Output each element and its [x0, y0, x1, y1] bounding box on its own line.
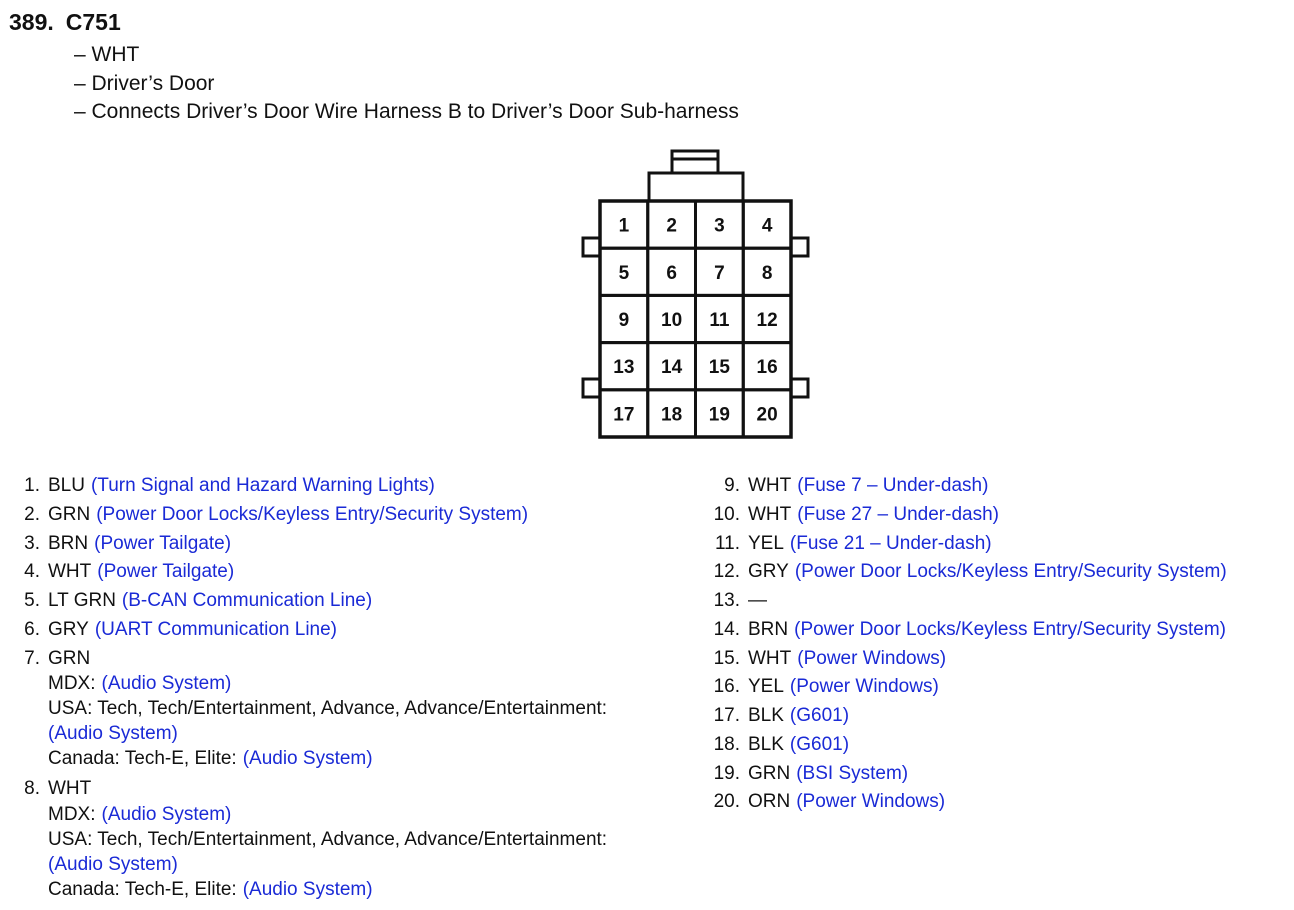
pin-number-label: 20 [756, 404, 778, 426]
wire-color: GRY [48, 618, 89, 640]
variant-label: MDX: [48, 673, 96, 695]
circuit-link[interactable]: (Power Windows) [789, 676, 939, 698]
circuit-link[interactable]: (Power Door Locks/Keyless Entry/Security System) [794, 561, 1227, 583]
pin-number-label: 11 [709, 310, 730, 331]
wire-color: YEL [748, 676, 784, 698]
pin-number: 4. [24, 561, 40, 583]
wire-color: WHT [748, 503, 792, 525]
wire-color: BRN [48, 532, 89, 554]
circuit-link[interactable]: (Audio System) [48, 854, 178, 875]
pin-entry [708, 587, 1288, 616]
circuit-link[interactable]: (Turn Signal and Hazard Warning Lights) [90, 475, 435, 496]
section-number: 389. [9, 9, 54, 35]
circuit-link[interactable]: (Fuse 27 – Under-dash) [797, 503, 999, 525]
pin-number-label: 17 [613, 404, 635, 426]
pin-variant [48, 721, 688, 746]
pin-number: 7. [24, 647, 40, 669]
pin-number: 5. [24, 590, 40, 611]
circuit-link[interactable]: (Audio System) [48, 723, 178, 745]
circuit-link[interactable]: (Power Windows) [796, 791, 946, 813]
pin-number-label: 10 [661, 310, 683, 331]
pin-number-label: 13 [613, 357, 635, 379]
pin-variant-list [18, 802, 688, 902]
pin-number: 8. [24, 778, 40, 800]
circuit-link[interactable]: (G601) [789, 705, 850, 726]
connector-color: – WHT [74, 43, 140, 66]
pin-entry [18, 775, 688, 804]
pin-number-label: 19 [708, 404, 730, 426]
circuit-link[interactable]: (Audio System) [242, 879, 373, 900]
pin-entry [708, 530, 1288, 559]
pin-variant [48, 852, 688, 877]
wire-color: WHT [748, 647, 792, 669]
variant-label: USA: Tech, Tech/Entertainment, Advance, Advance/Entertainment: [48, 829, 608, 850]
pin-entry [18, 472, 688, 501]
pin-entry [18, 530, 688, 559]
pin-number-label: 8 [761, 262, 773, 284]
connector-id: C751 [65, 9, 121, 35]
circuit-link[interactable]: (Power Windows) [797, 647, 947, 669]
pin-number: 15. [713, 647, 740, 669]
pin-number-label: 14 [661, 357, 683, 379]
circuit-link[interactable]: (Audio System) [242, 748, 373, 770]
connector-heading [9, 7, 121, 37]
pin-number: 18. [713, 733, 740, 755]
pin-number-label: 1 [618, 215, 630, 237]
connector-location: – Driver’s Door [74, 71, 215, 95]
wire-color: BLK [748, 705, 784, 726]
pin-entry [708, 558, 1288, 587]
pin-entry [18, 616, 688, 645]
pin-number-label: 3 [714, 215, 725, 237]
wire-color: BLU [48, 475, 85, 496]
pin-number-label: 2 [666, 215, 677, 237]
wire-color: BLK [748, 733, 784, 755]
wire-color: — [748, 590, 767, 611]
pin-entry [18, 501, 688, 530]
pin-number-label: 7 [714, 262, 725, 284]
wire-color: GRY [748, 561, 789, 583]
pin-number: 12. [713, 561, 740, 583]
pin-variant [48, 827, 688, 852]
pin-entry [18, 587, 688, 616]
pin-number-label: 12 [756, 310, 778, 331]
pin-number-label: 5 [618, 262, 630, 284]
pin-number: 11. [714, 532, 740, 554]
connector-face-diagram [575, 144, 815, 444]
pin-entry [18, 645, 688, 674]
pin-number-label: 18 [661, 404, 683, 426]
circuit-link[interactable]: (UART Communication Line) [94, 618, 338, 640]
circuit-link[interactable]: (Power Tailgate) [94, 532, 232, 554]
pin-variant [48, 671, 688, 696]
wire-color: GRN [748, 762, 791, 784]
wire-color: BRN [748, 618, 789, 640]
pin-entry [708, 472, 1288, 501]
pin-variant-list [18, 671, 688, 771]
circuit-link[interactable]: (BSI System) [796, 762, 909, 784]
pin-list-right [708, 472, 1288, 817]
wire-color: WHT [48, 561, 92, 583]
wire-color: ORN [748, 791, 791, 813]
pin-entry [708, 702, 1288, 731]
pin-entry [708, 645, 1288, 674]
pin-variant [48, 877, 688, 902]
pin-number-label: 6 [666, 262, 677, 284]
pin-number: 17. [713, 705, 740, 726]
pin-variant [48, 696, 688, 721]
circuit-link[interactable]: (Power Tailgate) [97, 561, 235, 583]
pin-number-label: 15 [708, 357, 730, 379]
connector-description: – Connects Driver’s Door Wire Harness B to Driver’s Door Sub-harness [74, 100, 739, 123]
pin-entry [18, 558, 688, 587]
pin-entry [708, 673, 1288, 702]
circuit-link[interactable]: (B-CAN Communication Line) [121, 590, 373, 611]
wire-color: LT GRN [48, 590, 116, 611]
pin-variant [48, 746, 688, 771]
pin-number: 16. [713, 676, 740, 698]
connector-details [74, 41, 739, 127]
pin-number-label: 9 [618, 310, 630, 331]
wire-color: GRN [48, 647, 91, 669]
wire-color: YEL [748, 532, 784, 554]
pin-number: 1. [24, 475, 40, 496]
variant-label: MDX: [48, 804, 96, 825]
pin-number: 2. [24, 503, 40, 525]
variant-label: Canada: Tech-E, Elite: [48, 748, 237, 770]
pin-number: 13. [713, 590, 740, 611]
wire-color: WHT [748, 475, 792, 496]
pin-number: 6. [24, 618, 40, 640]
pin-entry [708, 788, 1288, 817]
pin-number-label: 16 [756, 357, 778, 379]
pin-list-left [18, 472, 688, 906]
pin-entry [708, 731, 1288, 760]
pin-number: 9. [724, 475, 740, 496]
pin-number: 19. [713, 762, 740, 784]
pin-number-label: 4 [761, 215, 773, 237]
pin-entry [708, 616, 1288, 645]
pin-variant [48, 802, 688, 827]
circuit-link[interactable]: (Audio System) [101, 673, 232, 695]
wire-color: GRN [48, 503, 91, 525]
circuit-link[interactable]: (G601) [789, 733, 850, 755]
pin-number: 3. [24, 532, 40, 554]
wire-color: WHT [48, 778, 92, 800]
pin-entry [708, 760, 1288, 789]
pin-number: 20. [713, 791, 740, 813]
variant-label: USA: Tech, Tech/Entertainment, Advance, Advance/Entertainment: [48, 698, 608, 720]
pin-entry [708, 501, 1288, 530]
connector-latch-body [649, 173, 743, 202]
connector-latch-tab [672, 151, 718, 173]
circuit-link[interactable]: (Power Door Locks/Keyless Entry/Security System) [794, 618, 1226, 640]
variant-label: Canada: Tech-E, Elite: [48, 879, 237, 900]
pin-number: 14. [713, 618, 740, 640]
pin-number: 10. [713, 503, 740, 525]
circuit-link[interactable]: (Power Door Locks/Keyless Entry/Security System) [96, 503, 529, 525]
circuit-link[interactable]: (Fuse 7 – Under-dash) [797, 475, 989, 496]
circuit-link[interactable]: (Fuse 21 – Under-dash) [789, 532, 992, 554]
circuit-link[interactable]: (Audio System) [101, 804, 232, 825]
